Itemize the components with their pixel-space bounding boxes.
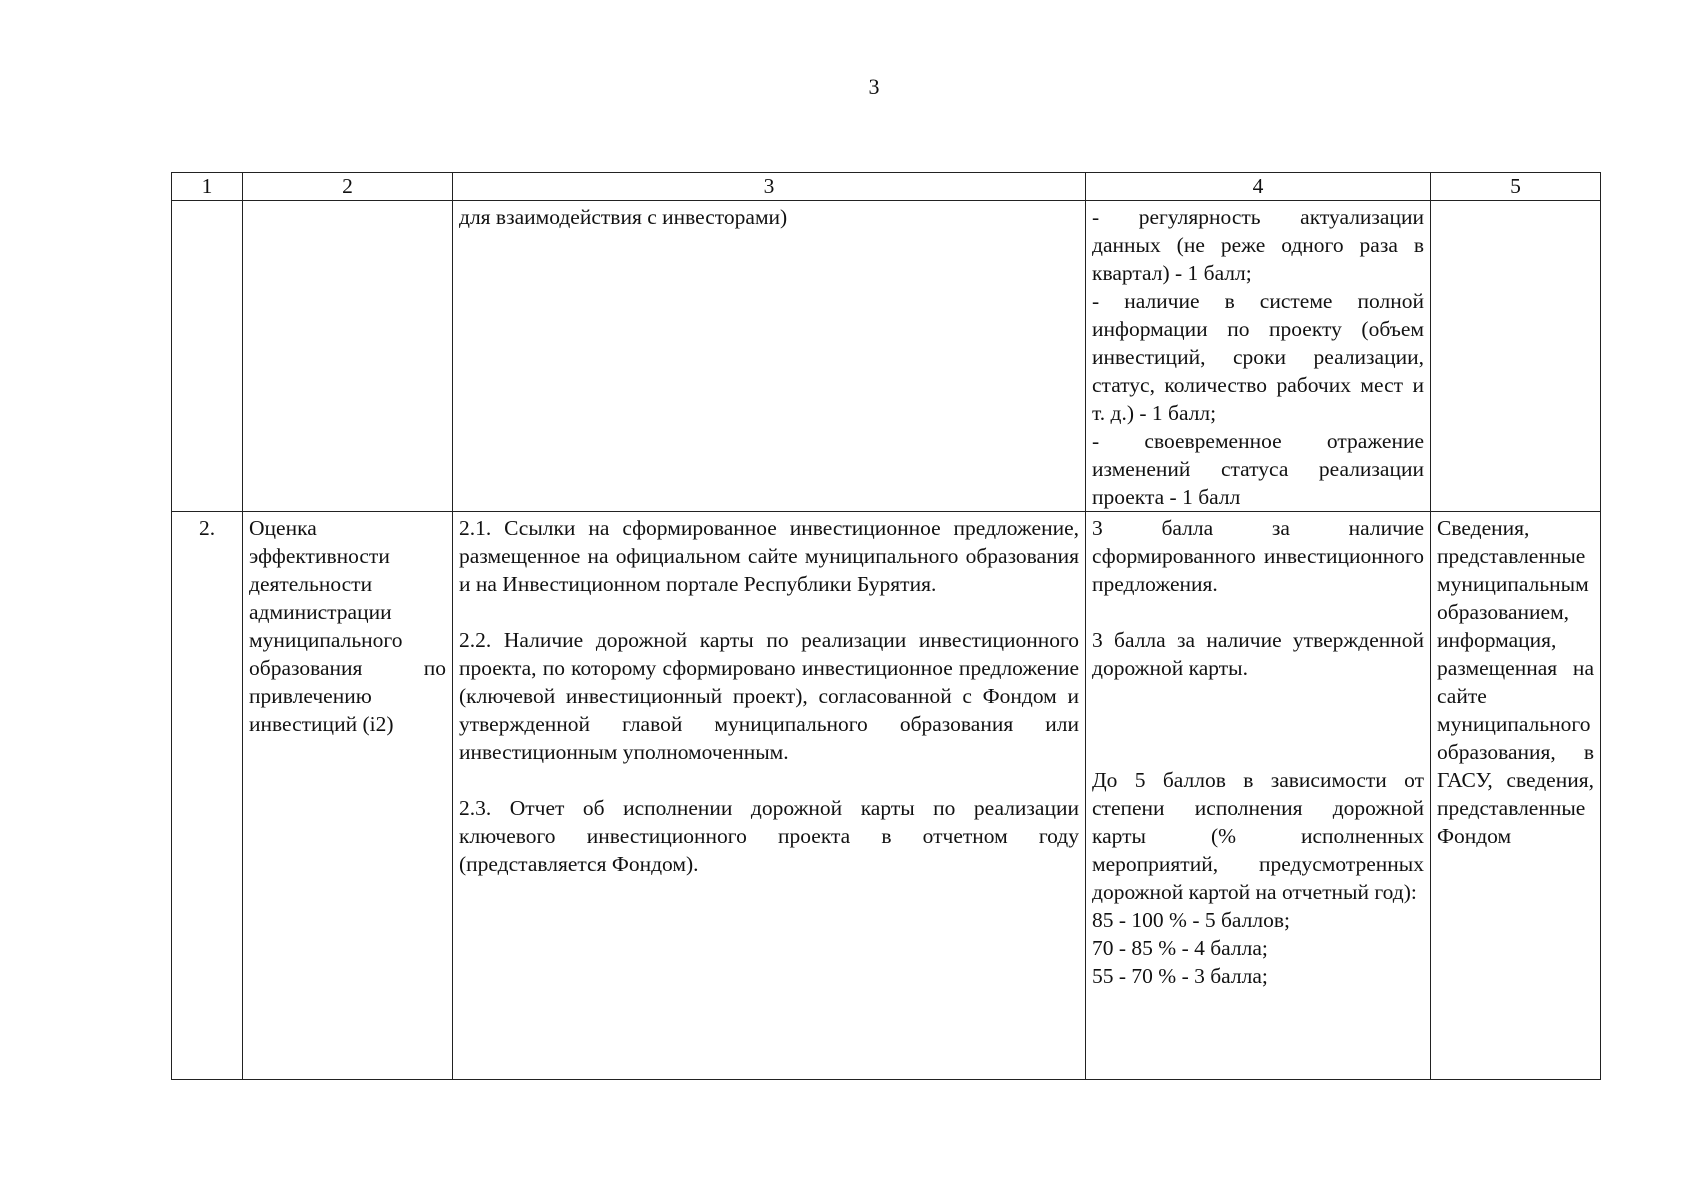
scoring-item: - наличие в системе полной информации по проекту (объем инвестиций, сроки реализации, статус, количество рабочих мест и т. д.) - 1 балл; — [1092, 289, 1424, 425]
row1-criteria-text: для взаимодействия с инвесторами) — [459, 205, 788, 229]
scoring-item: - регулярность актуализации данных (не реже одного раза в квартал) - 1 балл; — [1092, 205, 1424, 285]
criterion-2-2: 2.2. Наличие дорожной карты по реализации инвестиционного проекта, по которому сформировано инвестиционное предложение (ключевой инвестиционный проект), согласованной с Фондом и утвержденной главой муниципального образования или инвестиционным уполномоченным. — [459, 628, 1079, 764]
column-header-1: 1 — [172, 173, 243, 201]
column-header-3: 3 — [453, 173, 1086, 201]
criterion-2-3: 2.3. Отчет об исполнении дорожной карты по реализации ключевого инвестиционного проекта в отчетном году (представляется Фондом). — [459, 796, 1079, 876]
score-2-3: До 5 баллов в зависимости от степени исполнения дорожной карты (% исполненных мероприятий, предусмотренных дорожной картой на отчетный год): — [1092, 768, 1424, 904]
column-header-4: 4 — [1086, 173, 1431, 201]
row2-indicator-cell: Оценка эффективности деятельности администрации муниципального образования по привлечению инвестиций (i2) — [243, 512, 453, 1080]
score-2-2: 3 балла за наличие утвержденной дорожной карты. — [1092, 628, 1424, 680]
score-range-2: 70 - 85 % - 4 балла; — [1092, 936, 1268, 960]
row1-criteria-cell — [453, 201, 1086, 512]
scoring-item: - своевременное отражение изменений статуса реализации проекта - 1 балл — [1092, 429, 1424, 509]
row1-scoring-cell — [1086, 201, 1431, 512]
row1-indicator-cell — [243, 201, 453, 512]
header-row — [172, 173, 1601, 201]
score-range-3: 55 - 70 % - 3 балла; — [1092, 964, 1268, 988]
criterion-2-1: 2.1. Ссылки на сформированное инвестиционное предложение, размещенное на официальном сайте муниципального образования и на Инвестиционном портале Республики Бурятия. — [459, 516, 1079, 596]
page-number: 3 — [868, 74, 880, 99]
table-row — [172, 512, 1601, 1080]
column-header-2: 2 — [243, 173, 453, 201]
spacer — [459, 598, 1079, 626]
row2-scoring-cell — [1086, 512, 1431, 1080]
spacer — [459, 766, 1079, 794]
row2-source-cell: Сведения, представленные муниципальным образованием, информация, размещенная на сайте муниципального образования, в ГАСУ, сведения, представленные Фондом — [1431, 512, 1601, 1080]
row1-source-cell — [1431, 201, 1601, 512]
column-header-5: 5 — [1431, 173, 1601, 201]
row1-number-cell — [172, 201, 243, 512]
row2-number-cell: 2. — [172, 512, 243, 1080]
row2-criteria-cell — [453, 512, 1086, 1080]
table-row — [172, 201, 1601, 512]
score-range-1: 85 - 100 % - 5 баллов; — [1092, 908, 1290, 932]
score-2-1: 3 балла за наличие сформированного инвестиционного предложения. — [1092, 516, 1424, 596]
criteria-table — [171, 172, 1601, 1080]
